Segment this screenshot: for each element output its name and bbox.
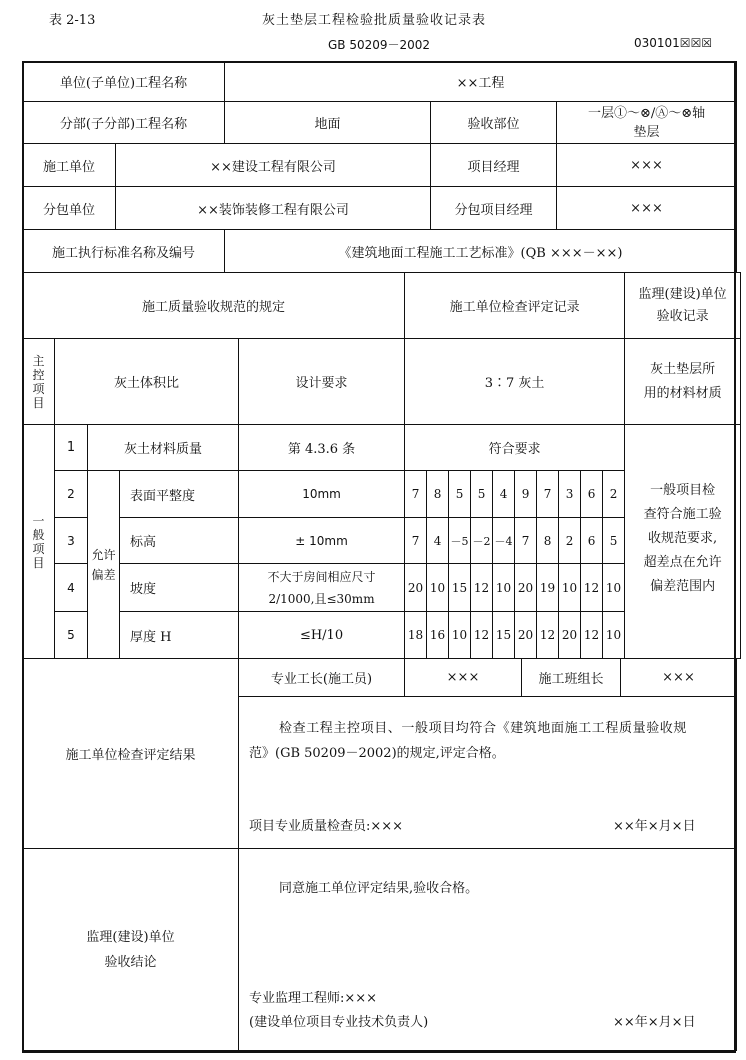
measured-value: 18 [405, 612, 427, 659]
item-spec: 10mm [239, 471, 405, 518]
supervisor-result-content [239, 849, 737, 1051]
measured-value: 15 [449, 564, 471, 612]
row-number: 3 [55, 518, 88, 564]
main-control-char: 目 [32, 395, 45, 410]
measured-value: 8 [427, 471, 449, 518]
measured-value: 12 [581, 564, 603, 612]
general-items-char: 一 [32, 513, 45, 528]
measured-value: 4 [427, 518, 449, 564]
main-control-char: 项 [32, 381, 45, 396]
contractor-result-label: 施工单位检查评定结果 [23, 659, 239, 849]
subcontractor-label: 分包单位 [23, 187, 116, 230]
main-control-char: 主 [32, 353, 45, 368]
measured-value: 7 [537, 471, 559, 518]
measured-value: 10 [493, 564, 515, 612]
results-table [22, 658, 737, 1051]
foreman-value: ××× [405, 659, 522, 697]
item-name: 坡度 [120, 564, 239, 612]
measured-value: 12 [471, 564, 493, 612]
acceptance-part-value [557, 102, 737, 144]
measured-value: 7 [405, 518, 427, 564]
standard-value: 《建筑地面工程施工工艺标准》(QB ×××－××) [225, 230, 737, 273]
measured-value: －4 [493, 518, 515, 564]
main-control-record: 3∶7 灰土 [405, 339, 625, 425]
main-control-supervisor-line-2: 用的材料材质 [643, 385, 722, 401]
item-spec [239, 564, 405, 612]
sub-project-manager-value: ××× [557, 187, 737, 230]
supervisor-record-header-line-1: 监理(建设)单位 [638, 286, 727, 302]
measured-value: 2 [603, 471, 625, 518]
sub-project-manager-label: 分包项目经理 [431, 187, 557, 230]
measured-value: 6 [581, 471, 603, 518]
project-name-label: 单位(子单位)工程名称 [23, 62, 225, 102]
measured-value: 2 [559, 518, 581, 564]
subproject-name-label: 分部(子分部)工程名称 [23, 102, 225, 144]
measured-value: －5 [449, 518, 471, 564]
supervision-engineer: 专业监理工程师:××× [249, 991, 378, 1006]
item-spec: 第 4.3.6 条 [239, 425, 405, 471]
contractor-result-content [239, 697, 737, 849]
supervisor-result-label-line-2: 验收结论 [104, 954, 157, 970]
general-items-char: 般 [32, 527, 45, 542]
standard-number: GB 50209－2002 [328, 38, 431, 52]
measured-value: 15 [493, 612, 515, 659]
supervisor-record-header [625, 273, 741, 339]
measured-value: 6 [581, 518, 603, 564]
inspection-table [22, 272, 741, 659]
project-manager-label: 项目经理 [431, 144, 557, 187]
measured-value: 8 [537, 518, 559, 564]
general-supervisor-record [625, 425, 741, 659]
general-items-label [23, 425, 55, 659]
measured-value: 5 [449, 471, 471, 518]
measured-value: 20 [405, 564, 427, 612]
item-name: 标高 [120, 518, 239, 564]
measured-value: 10 [559, 564, 581, 612]
measured-value: 10 [449, 612, 471, 659]
main-control-label [23, 339, 55, 425]
allowable-deviation-line: 偏差 [91, 567, 116, 582]
contractor-result-text-2: 范》(GB 50209－2002)的规定,评定合格。 [249, 746, 505, 761]
measured-value: 12 [471, 612, 493, 659]
project-name-value: ××工程 [225, 62, 737, 102]
item-name: 表面平整度 [120, 471, 239, 518]
allowable-deviation-line: 允许 [91, 547, 116, 562]
measured-value: 20 [515, 612, 537, 659]
quality-inspector: 项目专业质量检查员:××× [249, 819, 404, 834]
supervisor-result-text: 同意施工单位评定结果,验收合格。 [279, 881, 479, 896]
row-number: 1 [55, 425, 88, 471]
main-control-supervisor [625, 339, 741, 425]
acceptance-part-line-2: 垫层 [633, 124, 660, 140]
standard-label: 施工执行标准名称及编号 [23, 230, 225, 273]
measured-value: 10 [603, 564, 625, 612]
contractor-record-header: 施工单位检查评定记录 [405, 273, 625, 339]
measured-value: 7 [405, 471, 427, 518]
foreman-label: 专业工长(施工员) [239, 659, 405, 697]
project-manager-value: ××× [557, 144, 737, 187]
measured-value: 7 [515, 518, 537, 564]
general-supervisor-line: 查符合施工验 [643, 507, 722, 522]
subproject-name-value: 地面 [225, 102, 431, 144]
item-spec: ≤H/10 [239, 612, 405, 659]
measured-value: 3 [559, 471, 581, 518]
measured-value: 5 [471, 471, 493, 518]
owner-technical-lead: (建设单位项目专业技术负责人) [249, 1015, 429, 1030]
general-items-char: 项 [32, 541, 45, 556]
contractor-result-date: ××年×月×日 [613, 819, 696, 834]
subcontractor-value: ××装饰装修工程有限公司 [116, 187, 431, 230]
supervisor-result-label-line-1: 监理(建设)单位 [86, 929, 175, 945]
supervisor-record-header-line-2: 验收记录 [656, 308, 709, 324]
general-supervisor-line: 超差点在允许 [643, 555, 722, 570]
item-record: 符合要求 [405, 425, 625, 471]
table-number: 表 2-13 [49, 13, 96, 28]
team-leader-label: 施工班组长 [522, 659, 621, 697]
item-name: 厚度 H [120, 612, 239, 659]
document-title: 灰土垫层工程检验批质量验收记录表 [262, 13, 487, 28]
measured-value: 12 [581, 612, 603, 659]
project-info-table [22, 61, 737, 273]
supervisor-result-date: ××年×月×日 [613, 1015, 696, 1030]
measured-value: 16 [427, 612, 449, 659]
measured-value: 20 [515, 564, 537, 612]
row-number: 2 [55, 471, 88, 518]
measured-value: 9 [515, 471, 537, 518]
item-name: 灰土材料质量 [88, 425, 239, 471]
measured-value: 4 [493, 471, 515, 518]
measured-value: 10 [427, 564, 449, 612]
measured-value: －2 [471, 518, 493, 564]
item-spec: ± 10mm [239, 518, 405, 564]
general-supervisor-line: 收规范要求, [648, 531, 718, 546]
main-control-item: 灰土体积比 [55, 339, 239, 425]
allowable-deviation-label [88, 471, 120, 659]
row-number: 5 [55, 612, 88, 659]
main-control-supervisor-line-1: 灰土垫层所 [650, 361, 716, 377]
supervisor-result-label [23, 849, 239, 1051]
acceptance-part-label: 验收部位 [431, 102, 557, 144]
measured-value: 10 [603, 612, 625, 659]
contractor-result-text-1: 检查工程主控项目、一般项目均符合《建筑地面施工工程质量验收规 [279, 721, 688, 736]
measured-value: 19 [537, 564, 559, 612]
general-items-char: 目 [32, 555, 45, 570]
measured-value: 12 [537, 612, 559, 659]
spec-header: 施工质量验收规范的规定 [23, 273, 405, 339]
acceptance-part-line-1: 一层①～⊗/Ⓐ～⊗轴 [587, 105, 706, 121]
item-spec-line-1: 不大于房间相应尺寸 [267, 569, 376, 584]
general-supervisor-line: 偏差范围内 [650, 579, 716, 594]
form-code: 030101☒☒☒ [634, 36, 713, 50]
item-spec-line-2: 2/1000,且≤30mm [268, 591, 375, 606]
general-supervisor-line: 一般项目检 [650, 483, 716, 498]
main-control-requirement: 设计要求 [239, 339, 405, 425]
team-leader-value: ××× [621, 659, 737, 697]
contractor-label: 施工单位 [23, 144, 116, 187]
contractor-value: ××建设工程有限公司 [116, 144, 431, 187]
measured-value: 5 [603, 518, 625, 564]
measured-value: 20 [559, 612, 581, 659]
row-number: 4 [55, 564, 88, 612]
main-control-char: 控 [32, 367, 45, 382]
